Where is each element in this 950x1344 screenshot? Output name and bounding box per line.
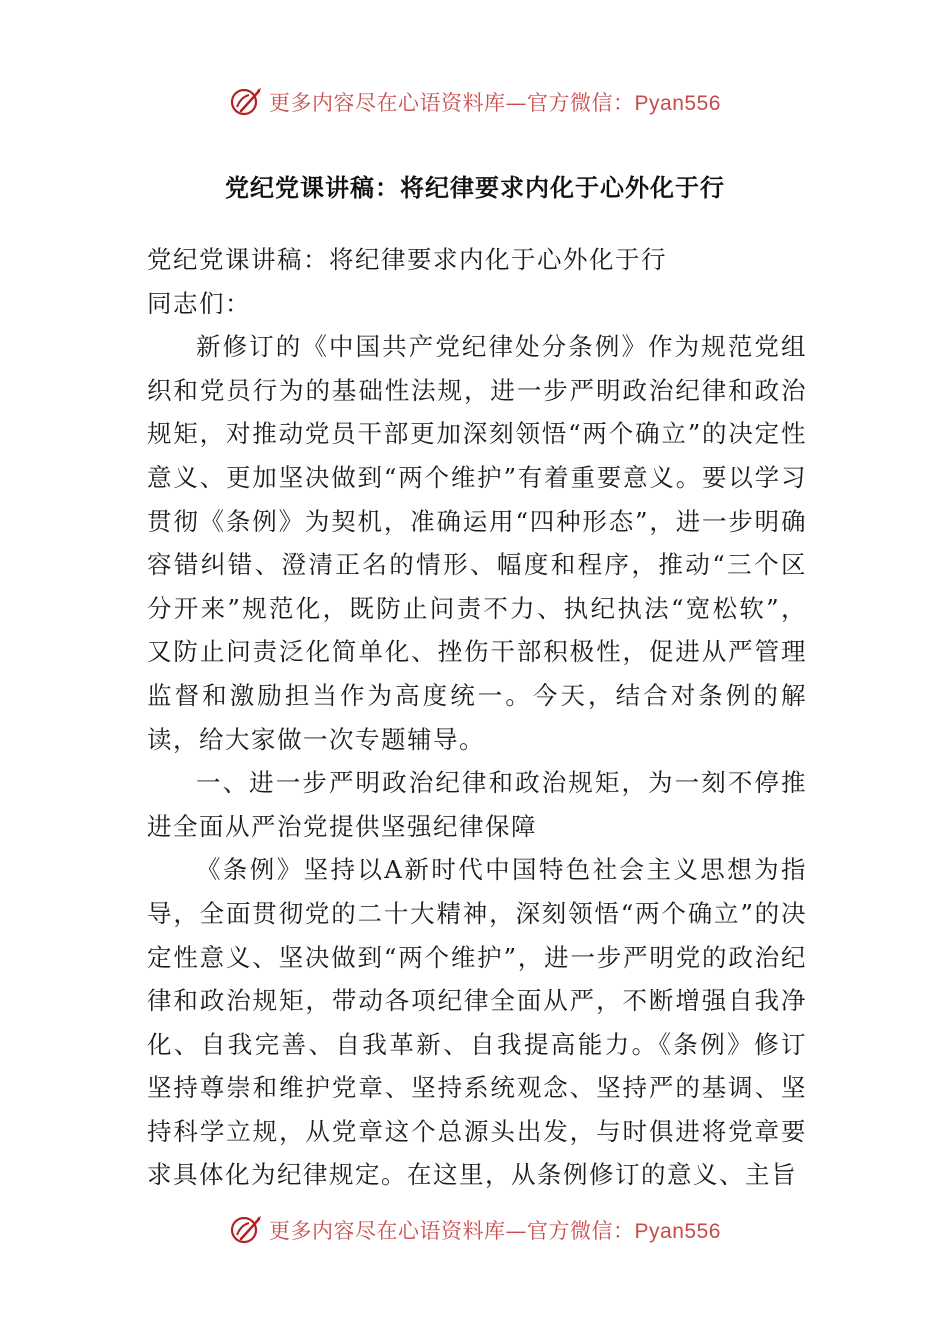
salutation: 同志们：	[147, 288, 251, 318]
document-body	[147, 238, 807, 1197]
banner-label: 更多内容尽在心语资料库—官方微信：	[269, 91, 635, 115]
document-title: 党纪党课讲稿：将纪律要求内化于心外化于行	[225, 174, 725, 202]
banner-contact: Pyan556	[634, 92, 721, 115]
document-subtitle: 党纪党课讲稿：将纪律要求内化于心外化于行	[147, 245, 667, 274]
pen-logo-icon	[229, 85, 263, 119]
paragraph: 新修订的《中国共产党纪律处分条例》作为规范党组织和党员行为的基础性法规，进一步严明政治纪律和政治规矩，对推动党员干部更加深刻领悟“两个确立”的决定性意义、更加坚决做到“两个维护”有着重要意义。要以学习贯彻《条例》为契机，准确运用“四种形态”，进一步明确容错纠错、澄清正名的情形、幅度和程序，推动“三个区分开来”规范化，既防止问责不力、执纪执法“宽松软”，又防止问责泛化简单化、挫伤干部积极性，促进从严管理监督和激励担当作为高度统一。今天，结合对条例的解读，给大家做一次专题辅导。	[147, 332, 807, 754]
paragraph: 《条例》坚持以A新时代中国特色社会主义思想为指导，全面贯彻党的二十大精神，深刻领悟“两个确立”的决定性意义、坚决做到“两个维护”，进一步严明党的政治纪律和政治规矩，带动各项纪律全面从严，不断增强自我净化、自我完善、自我革新、自我提高能力。《条例》修订坚持尊崇和维护党章、坚持系统观念、坚持严的基调、坚持科学立规，从党章这个总源头出发，与时俱进将党章要求具体化为纪律规定。在这里，从条例修订的意义、主旨	[147, 855, 807, 1190]
pen-logo-icon	[229, 1213, 263, 1247]
banner-text	[269, 1215, 721, 1245]
footer-banner	[0, 1210, 950, 1250]
section-heading: 一、进一步严明政治纪律和政治规矩，为一刻不停推进全面从严治党提供坚强纪律保障	[147, 768, 807, 841]
banner-text	[269, 87, 721, 117]
header-banner	[0, 82, 950, 122]
banner-label: 更多内容尽在心语资料库—官方微信：	[269, 1219, 635, 1243]
banner-contact: Pyan556	[634, 1220, 721, 1243]
